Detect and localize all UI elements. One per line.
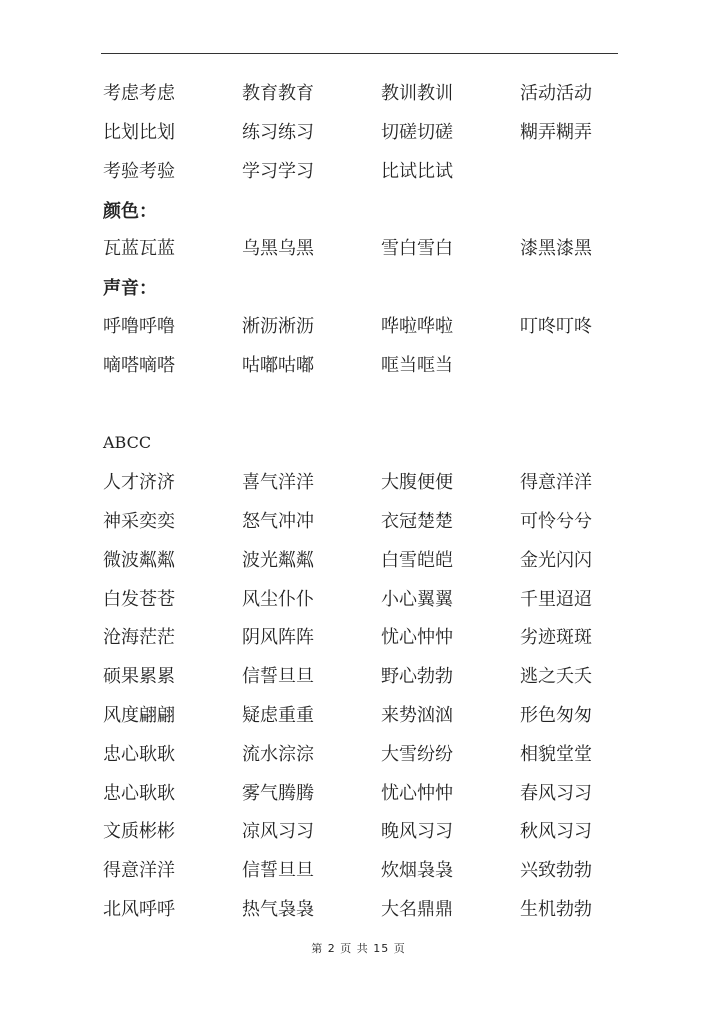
word-item: 咕嘟咕嘟 bbox=[242, 355, 314, 376]
word-item: 忠心耿耿 bbox=[103, 783, 175, 804]
word-item: 哗啦哗啦 bbox=[381, 316, 453, 337]
word-item: 相貌堂堂 bbox=[520, 744, 592, 765]
word-item: 春风习习 bbox=[520, 783, 592, 804]
word-item: 大腹便便 bbox=[381, 472, 453, 493]
word-item: 大名鼎鼎 bbox=[381, 899, 453, 920]
word-item: 阴风阵阵 bbox=[242, 627, 314, 648]
word-item: 漆黑漆黑 bbox=[520, 238, 592, 259]
word-item: 形色匆匆 bbox=[520, 705, 592, 726]
word-item: 忧心忡忡 bbox=[381, 627, 453, 648]
word-item: 人才济济 bbox=[103, 472, 175, 493]
word-item: 热气袅袅 bbox=[242, 899, 314, 920]
word-item: 教育教育 bbox=[242, 83, 314, 104]
word-item: 微波粼粼 bbox=[103, 550, 175, 571]
word-item: 风度翩翩 bbox=[103, 705, 175, 726]
word-item: 叮咚叮咚 bbox=[520, 316, 592, 337]
word-item: 信誓旦旦 bbox=[242, 666, 314, 687]
word-item: 北风呼呼 bbox=[103, 899, 175, 920]
word-item: 沧海茫茫 bbox=[103, 627, 175, 648]
word-item: 忧心忡忡 bbox=[381, 783, 453, 804]
word-item: 信誓旦旦 bbox=[242, 860, 314, 881]
header-rule bbox=[101, 53, 618, 54]
word-item: 野心勃勃 bbox=[381, 666, 453, 687]
word-item: 劣迹斑斑 bbox=[520, 627, 592, 648]
word-item: 乌黑乌黑 bbox=[242, 238, 314, 259]
word-item: 嘀嗒嘀嗒 bbox=[103, 355, 175, 376]
word-item: 学习学习 bbox=[242, 161, 314, 182]
word-item: 雪白雪白 bbox=[381, 238, 453, 259]
word-item: 波光粼粼 bbox=[242, 550, 314, 571]
word-item: 教训教训 bbox=[381, 83, 453, 104]
word-item: 流水淙淙 bbox=[242, 744, 314, 765]
word-item: 凉风习习 bbox=[242, 821, 314, 842]
word-item: 呼噜呼噜 bbox=[103, 316, 175, 337]
word-item: 疑虑重重 bbox=[242, 705, 314, 726]
word-item: 风尘仆仆 bbox=[242, 589, 314, 610]
word-item: 活动活动 bbox=[520, 83, 592, 104]
word-item: 得意洋洋 bbox=[520, 472, 592, 493]
word-item: 淅沥淅沥 bbox=[242, 316, 314, 337]
word-item: 糊弄糊弄 bbox=[520, 122, 592, 143]
word-item: 练习练习 bbox=[242, 122, 314, 143]
word-item: 得意洋洋 bbox=[103, 860, 175, 881]
word-item: 雾气腾腾 bbox=[242, 783, 314, 804]
word-item: 逃之夭夭 bbox=[520, 666, 592, 687]
word-item: 文质彬彬 bbox=[103, 821, 175, 842]
word-item: 神采奕奕 bbox=[103, 511, 175, 532]
word-item: 白发苍苍 bbox=[103, 589, 175, 610]
word-item: 切磋切磋 bbox=[381, 122, 453, 143]
word-item: 怒气冲冲 bbox=[242, 511, 314, 532]
word-item: 千里迢迢 bbox=[520, 589, 592, 610]
word-item: 秋风习习 bbox=[520, 821, 592, 842]
word-item: 大雪纷纷 bbox=[381, 744, 453, 765]
word-item: 来势汹汹 bbox=[381, 705, 453, 726]
page-footer: 第 2 页 共 15 页 bbox=[311, 942, 406, 955]
heading-color: 颜色： bbox=[103, 201, 157, 222]
word-item: 晚风习习 bbox=[381, 821, 453, 842]
word-item: 可怜兮兮 bbox=[520, 511, 592, 532]
word-item: 考验考验 bbox=[103, 161, 175, 182]
word-item: 考虑考虑 bbox=[103, 83, 175, 104]
word-item: 小心翼翼 bbox=[381, 589, 453, 610]
word-item: 生机勃勃 bbox=[520, 899, 592, 920]
word-item: 炊烟袅袅 bbox=[381, 860, 453, 881]
word-item: 哐当哐当 bbox=[381, 355, 453, 376]
word-item: 忠心耿耿 bbox=[103, 744, 175, 765]
section-title-abcc: ABCC bbox=[103, 433, 152, 452]
word-item: 喜气洋洋 bbox=[242, 472, 314, 493]
word-item: 比划比划 bbox=[103, 122, 175, 143]
word-item: 硕果累累 bbox=[103, 666, 175, 687]
word-item: 兴致勃勃 bbox=[520, 860, 592, 881]
word-item: 金光闪闪 bbox=[520, 550, 592, 571]
word-item: 比试比试 bbox=[381, 161, 453, 182]
word-item: 白雪皑皑 bbox=[381, 550, 453, 571]
heading-sound: 声音： bbox=[103, 278, 157, 299]
word-item: 衣冠楚楚 bbox=[381, 511, 453, 532]
word-item: 瓦蓝瓦蓝 bbox=[103, 238, 175, 259]
